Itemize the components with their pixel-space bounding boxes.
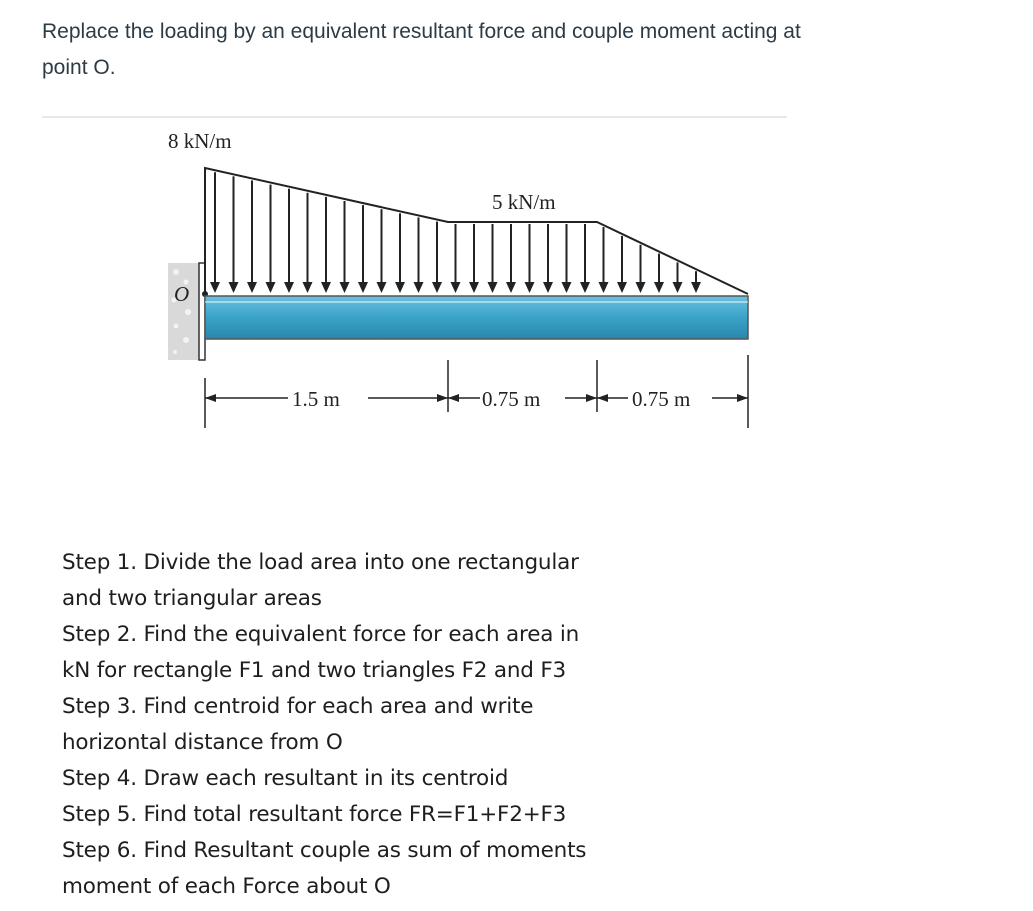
point-o-label: O xyxy=(174,282,190,306)
wall-support xyxy=(168,263,202,360)
load-arrow-head xyxy=(414,282,424,293)
solution-steps xyxy=(62,545,702,905)
step-line: horizontal distance from O xyxy=(62,730,343,755)
step-line: moment of each Force about O xyxy=(62,874,391,899)
load-arrow-head xyxy=(543,282,553,293)
load-arrow-head xyxy=(580,282,590,293)
step-line: Step 4. Draw each resultant in its centroid xyxy=(62,766,509,791)
load-arrow-head xyxy=(284,282,294,293)
step-line: kN for rectangle F1 and two triangles F2 and F3 xyxy=(62,658,566,683)
load-mid-label: 5 kN/m xyxy=(492,190,556,214)
step-line: Step 3. Find centroid for each area and write xyxy=(62,694,534,719)
step-line: and two triangular areas xyxy=(62,586,322,611)
load-arrow-head xyxy=(617,282,627,293)
load-arrows xyxy=(210,172,701,293)
load-arrow-head xyxy=(303,282,313,293)
load-arrow-head xyxy=(636,282,646,293)
load-arrow-head xyxy=(321,282,331,293)
load-arrow-head xyxy=(247,282,257,293)
load-arrow-head xyxy=(340,282,350,293)
step-line: Step 1. Divide the load area into one rectangular xyxy=(62,550,579,575)
load-arrow-head xyxy=(525,282,535,293)
load-arrow-head xyxy=(488,282,498,293)
load-arrow-head xyxy=(654,282,664,293)
step-line: Step 2. Find the equivalent force for each area in xyxy=(62,622,580,647)
load-arrow-head xyxy=(451,282,461,293)
load-arrow-head xyxy=(562,282,572,293)
load-arrow-head xyxy=(506,282,516,293)
load-arrow-head xyxy=(599,282,609,293)
dim-3-label: 0.75 m xyxy=(632,387,691,411)
dim-2-label: 0.75 m xyxy=(482,387,541,411)
load-profile-outline xyxy=(205,168,748,294)
load-arrow-head xyxy=(395,282,405,293)
question-line-1: Replace the loading by an equivalent resultant force and couple moment acting at xyxy=(42,20,801,43)
load-left-label: 8 kN/m xyxy=(168,129,232,153)
load-arrow-head xyxy=(358,282,368,293)
load-arrow-head xyxy=(210,282,220,293)
step-line: Step 6. Find Resultant couple as sum of moments xyxy=(62,838,587,863)
load-arrow-head xyxy=(266,282,276,293)
dim-1-label: 1.5 m xyxy=(292,387,340,411)
load-arrow-head xyxy=(691,282,701,293)
load-arrow-head xyxy=(377,282,387,293)
load-arrow-head xyxy=(432,282,442,293)
load-arrow-head xyxy=(469,282,479,293)
load-arrow-head xyxy=(673,282,683,293)
load-arrow-head xyxy=(229,282,239,293)
step-line: Step 5. Find total resultant force FR=F1+F2+F3 xyxy=(62,802,567,827)
question-line-2: point O. xyxy=(42,56,116,79)
